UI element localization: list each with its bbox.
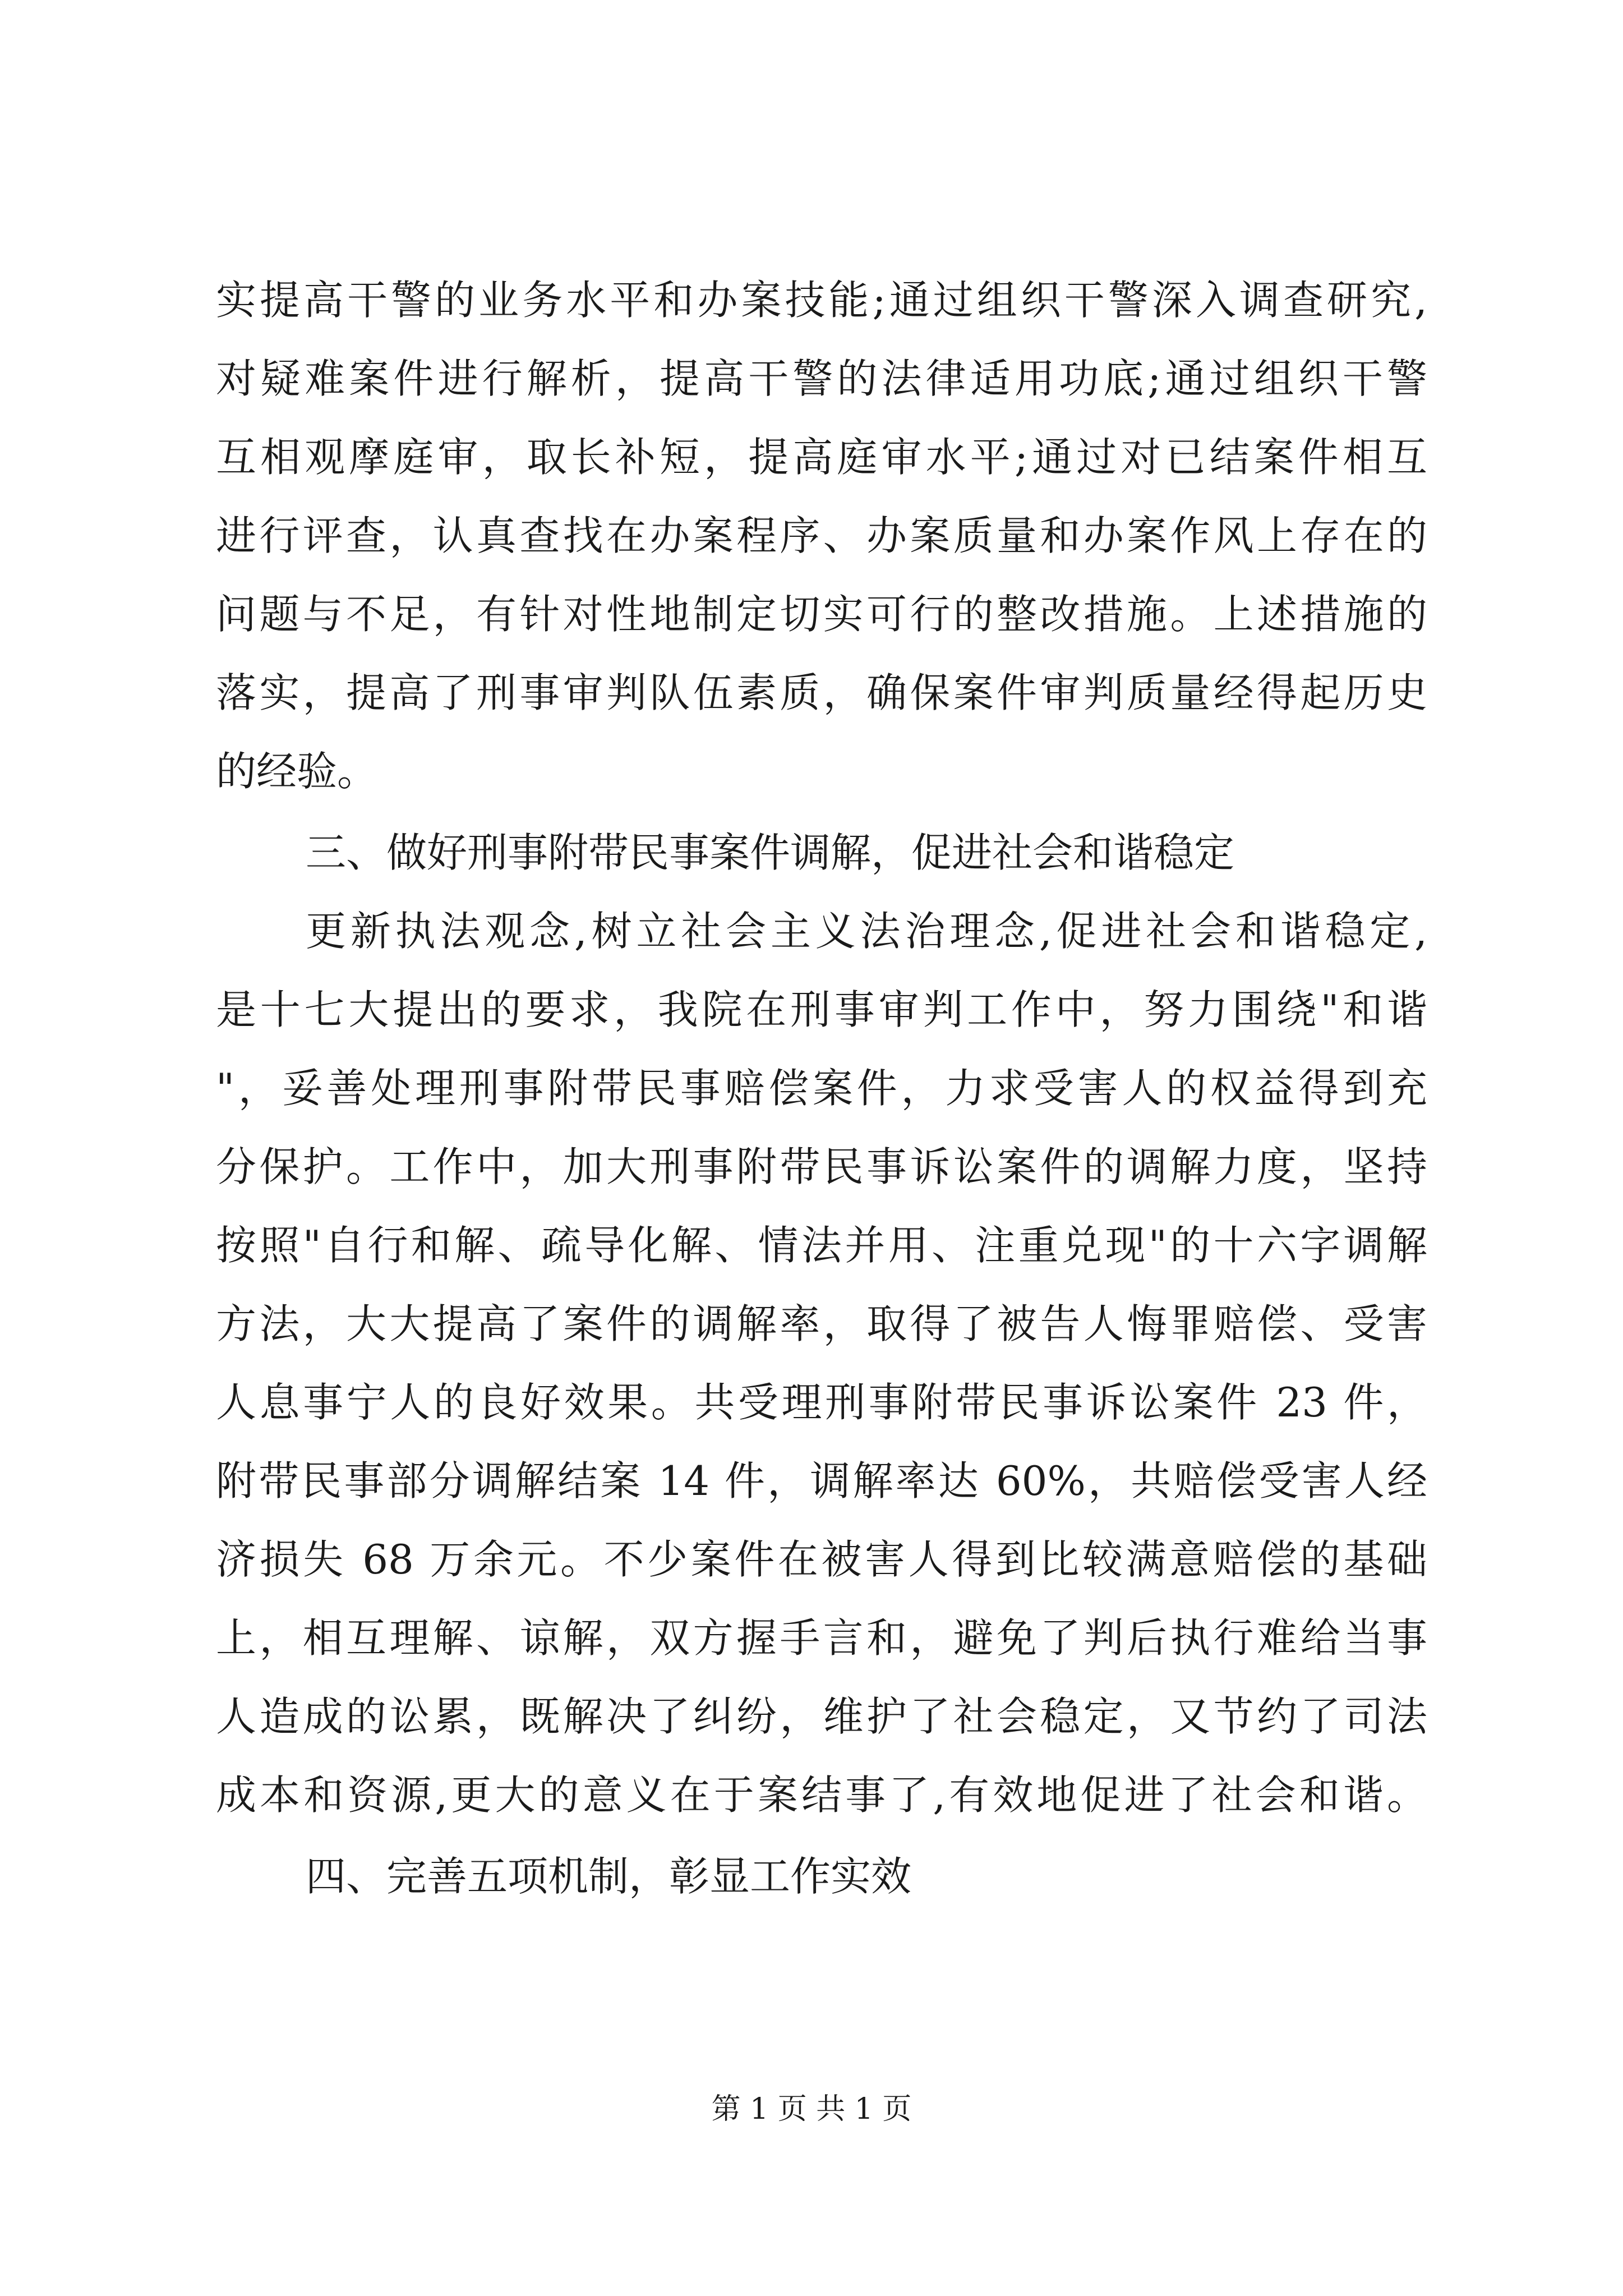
page-footer: 第 1 页 共 1 页 xyxy=(711,2092,912,2126)
body-text-line: 上，相互理解、谅解，双方握手言和，避免了判后执行难给当事 xyxy=(216,1614,1427,1662)
section-heading: 四、完善五项机制，彰显工作实效 xyxy=(306,1853,912,1900)
body-text-line: 是十七大提出的要求，我院在刑事审判工作中，努力围绕"和谐 xyxy=(216,986,1427,1033)
body-text-line: 人息事宁人的良好效果。共受理刑事附带民事诉讼案件 23 件， xyxy=(216,1379,1427,1426)
body-text-line: 互相观摩庭审，取长补短，提高庭审水平;通过对已结案件相互 xyxy=(216,434,1427,481)
body-text-line: 分保护。工作中，加大刑事附带民事诉讼案件的调解力度，坚持 xyxy=(216,1143,1427,1190)
body-text-line: "，妥善处理刑事附带民事赔偿案件，力求受害人的权益得到充 xyxy=(216,1065,1427,1112)
body-text-line: 济损失 68 万余元。不少案件在被害人得到比较满意赔偿的基础 xyxy=(216,1536,1427,1583)
body-text-line: 成本和资源,更大的意义在于案结事了,有效地促进了社会和谐。 xyxy=(216,1772,1427,1819)
body-text-line: 落实，提高了刑事审判队伍素质，确保案件审判质量经得起历史 xyxy=(216,669,1427,716)
body-text-line: 问题与不足，有针对性地制定切实可行的整改措施。上述措施的 xyxy=(216,591,1427,638)
body-text-line: 人造成的讼累，既解决了纠纷，维护了社会稳定，又节约了司法 xyxy=(216,1693,1427,1740)
body-text-line: 的经验。 xyxy=(216,748,378,795)
body-text-line: 方法，大大提高了案件的调解率，取得了被告人悔罪赔偿、受害 xyxy=(216,1300,1427,1347)
section-heading: 三、做好刑事附带民事案件调解，促进社会和谐稳定 xyxy=(306,829,1235,876)
body-text-line: 附带民事部分调解结案 14 件，调解率达 60%，共赔偿受害人经 xyxy=(216,1457,1427,1504)
body-text-line: 对疑难案件进行解析，提高干警的法律适用功底;通过组织干警 xyxy=(216,355,1427,402)
body-text-line: 更新执法观念,树立社会主义法治理念,促进社会和谐稳定, xyxy=(306,908,1427,955)
body-text-line: 按照"自行和解、疏导化解、情法并用、注重兑现"的十六字调解 xyxy=(216,1222,1427,1269)
body-text-line: 进行评查，认真查找在办案程序、办案质量和办案作风上存在的 xyxy=(216,512,1427,559)
body-text-line: 实提高干警的业务水平和办案技能;通过组织干警深入调查研究, xyxy=(216,277,1427,324)
